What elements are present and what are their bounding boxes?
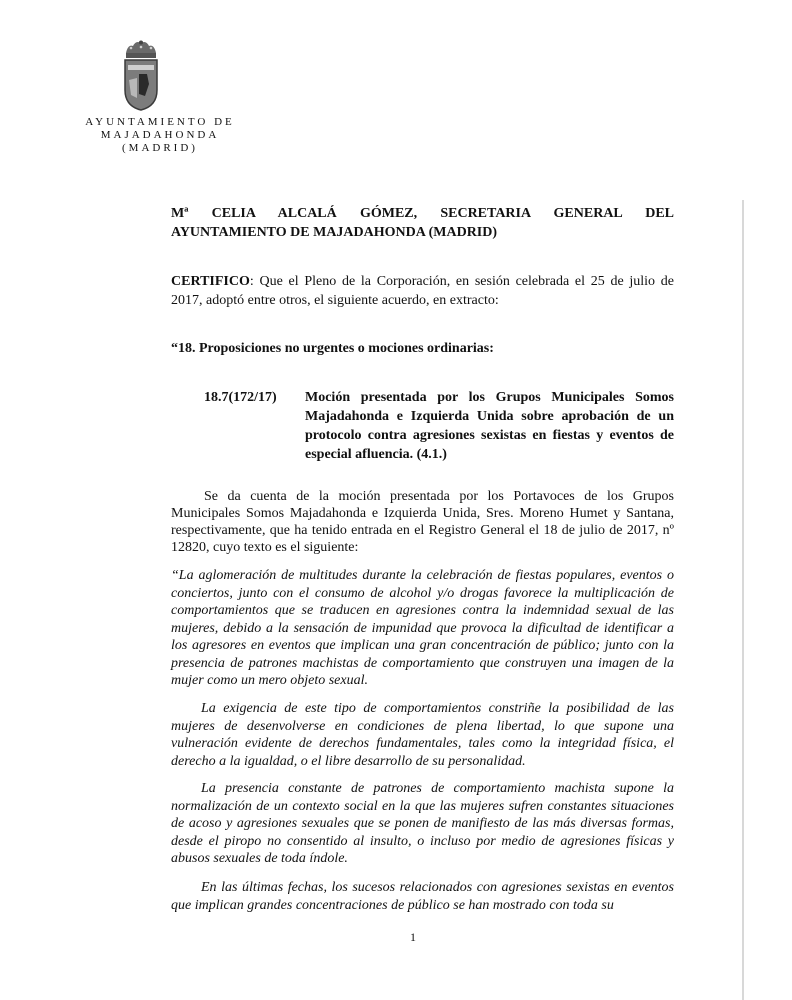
coat-of-arms-icon [119,40,163,112]
page-number: 1 [410,930,416,944]
quote-paragraph-2: La exigencia de este tipo de comportamientos constriñe la posibilidad de las mujeres de desenvolverse en condiciones de plena libertad, lo que supone una vulneración evidente de derechos fundamentales, tales como la integridad física, el derecho a la igualdad, o el libre desarrollo de su personalidad. [171,701,674,769]
certification-paragraph [171,272,674,310]
quote-paragraph-1: “La aglomeración de multitudes durante la celebración de fiestas populares, eventos o conciertos, junto con el consumo de alcohol y/o drogas favorece la multiplicación de comportamientos que se traducen en agresiones contra la indemnidad sexual de las mujeres, debido a la sensación de impunidad que provoca la dificultad de identificar a los agresores en eventos que implican una gran concentración de público; junto con la presencia de patrones machistas de comportamiento que construyen una imagen de la mujer como un mero objeto sexual. [171,568,674,688]
section-heading: “18. Proposiciones no urgentes o mociones ordinarias: [171,341,494,356]
document-title [171,204,674,242]
item-number: 18.7(172/17) [204,390,277,405]
quote-paragraph-3: La presencia constante de patrones de comportamiento machista supone la normalización de un contexto social en la que las mujeres sufren constantes situaciones de acoso y agresiones sexuales que se ponen de manifiesto de las más diversas formas, desde el piropo no consentido al insulto, o incluso por medio de agresiones físicas y abusos sexuales de toda índole. [171,781,674,866]
org-line-3: (MADRID) [122,142,198,154]
intro-paragraph: Se da cuenta de la moción presentada por los Portavoces de los Grupos Municipales Somos Majadahonda e Izquierda Unida, Sres. Moreno Humet y Santana, respectivamente, que ha tenido entrada en el Registro General el 18 de julio de 2017, nº 12820, cuyo texto es el siguiente: [171,489,674,555]
org-line-1: AYUNTAMIENTO DE [85,116,235,128]
quote-paragraph-4: En las últimas fechas, los sucesos relacionados con agresiones sexistas en eventos que implican grandes concentraciones de público se han mostrado con toda su [171,880,674,913]
certifico-text: : Que el Pleno de la Corporación, en sesión celebrada el 25 de julio de 2017, adoptó entre otros, el siguiente acuerdo, en extracto: [171,274,674,308]
title-line-1: Mª CELIA ALCALÁ GÓMEZ, SECRETARIA GENERAL DEL [171,206,674,221]
certifico-label: CERTIFICO [171,274,250,289]
item-title: Moción presentada por los Grupos Municipales Somos Majadahonda e Izquierda Unida sobre aprobación de un protocolo contra agresiones sexistas en fiestas y eventos de especial afluencia. (4.1.) [305,390,674,462]
institution-name [60,116,260,155]
page-edge-line [742,200,744,1000]
title-line-2: AYUNTAMIENTO DE MAJADAHONDA (MADRID) [171,225,498,240]
org-line-2: MAJADAHONDA [100,129,220,141]
